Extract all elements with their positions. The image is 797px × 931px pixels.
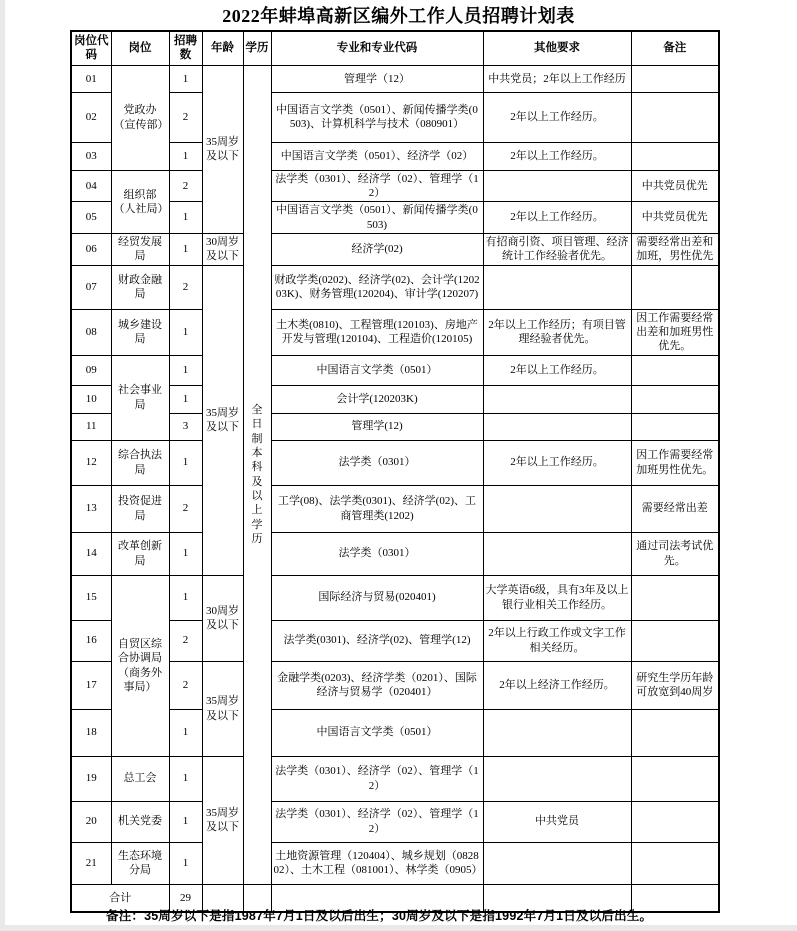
cell-org: 经贸发展局 <box>111 233 169 265</box>
cell-req: 2年以上工作经历；有项目管理经验者优先。 <box>483 309 631 355</box>
cell-major: 土木类(0810)、工程管理(120103)、房地产开发与管理(120104)、工程造价(120105) <box>271 309 483 355</box>
table-row <box>71 440 719 485</box>
cell-code: 08 <box>71 309 111 355</box>
cell-major: 土地资源管理（120404）、城乡规划（082802）、土木工程（081001）、林学类（0905） <box>271 842 483 884</box>
page-title: 2022年蚌埠高新区编外工作人员招聘计划表 <box>222 6 575 26</box>
cell-major: 法学类（0301）、经济学（02）、管理学（12） <box>271 801 483 842</box>
cell-count: 2 <box>169 265 202 309</box>
table-header <box>71 31 719 65</box>
cell-age: 35周岁及以下 <box>202 661 243 756</box>
total-label: 合计 <box>71 884 169 912</box>
header-note: 备注 <box>631 31 719 65</box>
table-row <box>71 170 719 202</box>
cell-note <box>631 842 719 884</box>
page-edge-bottom <box>0 925 797 931</box>
cell-code: 02 <box>71 92 111 142</box>
cell-major: 工学(08)、法学类(0301)、经济学(02)、工商管理类(1202) <box>271 485 483 532</box>
cell-req: 2年以上工作经历。 <box>483 355 631 385</box>
cell-count: 1 <box>169 709 202 756</box>
cell-req <box>483 709 631 756</box>
cell-code: 19 <box>71 756 111 801</box>
cell-major: 国际经济与贸易(020401) <box>271 575 483 620</box>
cell-count: 2 <box>169 661 202 709</box>
table-row <box>71 309 719 355</box>
cell-major: 法学类(0301)、经济学(02)、管理学(12) <box>271 620 483 661</box>
cell-note <box>631 65 719 92</box>
cell-req: 中共党员 <box>483 801 631 842</box>
table-row <box>71 413 719 440</box>
cell-note: 通过司法考试优先。 <box>631 532 719 575</box>
cell-req <box>483 170 631 202</box>
cell-major: 中国语言文学类（0501）、新闻传播学类(0503) <box>271 202 483 234</box>
cell-major: 法学类（0301）、经济学（02）、管理学（12） <box>271 170 483 202</box>
cell-note <box>631 265 719 309</box>
cell-note: 因工作需要经常加班男性优先。 <box>631 440 719 485</box>
cell-req: 2年以上经济工作经历。 <box>483 661 631 709</box>
table-row <box>71 801 719 842</box>
cell-age: 30周岁及以下 <box>202 575 243 661</box>
cell-code: 20 <box>71 801 111 842</box>
cell-note: 需要经常出差和加班，男性优先 <box>631 233 719 265</box>
cell-req: 有招商引资、项目管理、经济统计工作经验者优先。 <box>483 233 631 265</box>
cell-count: 1 <box>169 842 202 884</box>
cell-major: 管理学(12) <box>271 413 483 440</box>
cell-age: 30周岁及以下 <box>202 233 243 265</box>
table-row <box>71 385 719 413</box>
cell-count: 1 <box>169 233 202 265</box>
cell-count: 1 <box>169 385 202 413</box>
cell-note: 因工作需要经常出差和加班男性优先。 <box>631 309 719 355</box>
total-count: 29 <box>169 884 202 912</box>
cell-age: 35周岁及以下 <box>202 756 243 884</box>
cell-code: 06 <box>71 233 111 265</box>
cell-note <box>631 385 719 413</box>
table-row <box>71 709 719 756</box>
cell-code: 03 <box>71 142 111 170</box>
cell-code: 10 <box>71 385 111 413</box>
header-code: 岗位代码 <box>71 31 111 65</box>
cell-org: 生态环境分局 <box>111 842 169 884</box>
cell-major: 会计学(120203K) <box>271 385 483 413</box>
cell-org: 综合执法局 <box>111 440 169 485</box>
header-count: 招聘数 <box>169 31 202 65</box>
cell-req <box>483 413 631 440</box>
header-row <box>71 31 719 65</box>
cell-count: 1 <box>169 532 202 575</box>
cell-code: 09 <box>71 355 111 385</box>
cell-major: 中国语言文学类（0501）、经济学（02） <box>271 142 483 170</box>
cell-count: 3 <box>169 413 202 440</box>
cell-edu: 全日制本科及以上学历 <box>243 65 271 884</box>
cell-code: 21 <box>71 842 111 884</box>
cell-major: 法学类（0301） <box>271 440 483 485</box>
cell-major: 金融学类(0203)、经济学类（0201）、国际经济与贸易学（020401） <box>271 661 483 709</box>
cell-count: 2 <box>169 485 202 532</box>
cell-req <box>483 532 631 575</box>
cell-org: 投资促进局 <box>111 485 169 532</box>
cell-code: 04 <box>71 170 111 202</box>
cell-note <box>631 801 719 842</box>
cell-count: 2 <box>169 92 202 142</box>
cell-code: 12 <box>71 440 111 485</box>
cell-note <box>631 620 719 661</box>
cell-org: 自贸区综合协调局（商务外事局） <box>111 575 169 756</box>
table-row <box>71 661 719 709</box>
cell-note: 需要经常出差 <box>631 485 719 532</box>
cell-req: 大学英语6级，具有3年及以上银行业相关工作经历。 <box>483 575 631 620</box>
cell-note <box>631 709 719 756</box>
cell-req: 2年以上工作经历。 <box>483 440 631 485</box>
cell-major: 中国语言文学类（0501） <box>271 709 483 756</box>
cell-code: 18 <box>71 709 111 756</box>
table-row <box>71 485 719 532</box>
cell-major: 法学类（0301）、经济学（02）、管理学（12） <box>271 756 483 801</box>
cell-org: 社会事业局 <box>111 355 169 440</box>
table-row <box>71 142 719 170</box>
cell-age: 35周岁及以下 <box>202 265 243 575</box>
footnote: 备注：35周岁以下是指1987年7月1日及以后出生；30周岁及以下是指1992年7月1日及以后出生。 <box>106 909 653 923</box>
cell-req: 中共党员；2年以上工作经历 <box>483 65 631 92</box>
cell-code: 11 <box>71 413 111 440</box>
cell-count: 1 <box>169 65 202 92</box>
recruitment-table <box>70 30 720 913</box>
header-major: 专业和专业代码 <box>271 31 483 65</box>
cell-note <box>631 92 719 142</box>
header-req: 其他要求 <box>483 31 631 65</box>
cell-org: 财政金融局 <box>111 265 169 309</box>
cell-code: 07 <box>71 265 111 309</box>
cell-req: 2年以上工作经历。 <box>483 92 631 142</box>
cell-code: 16 <box>71 620 111 661</box>
cell-code: 15 <box>71 575 111 620</box>
cell-req: 2年以上工作经历。 <box>483 142 631 170</box>
cell-req <box>483 756 631 801</box>
cell-count: 1 <box>169 575 202 620</box>
cell-note <box>631 142 719 170</box>
cell-req <box>483 385 631 413</box>
cell-req <box>483 842 631 884</box>
cell-note: 研究生学历年龄可放宽到40周岁 <box>631 661 719 709</box>
cell-note <box>631 355 719 385</box>
cell-org: 组织部（人社局） <box>111 170 169 233</box>
cell-org: 机关党委 <box>111 801 169 842</box>
cell-count: 1 <box>169 355 202 385</box>
cell-note: 中共党员优先 <box>631 170 719 202</box>
table-row <box>71 265 719 309</box>
cell-req <box>483 265 631 309</box>
page-edge-left <box>0 0 5 931</box>
cell-org: 改革创新局 <box>111 532 169 575</box>
cell-major: 法学类（0301） <box>271 532 483 575</box>
header-age: 年龄 <box>202 31 243 65</box>
cell-major: 财政学类(0202)、经济学(02)、会计学(120203K)、财务管理(120204)、审计学(120207) <box>271 265 483 309</box>
cell-age: 35周岁及以下 <box>202 65 243 233</box>
table-row <box>71 842 719 884</box>
cell-req: 2年以上工作经历。 <box>483 202 631 234</box>
table-row <box>71 65 719 92</box>
header-edu: 学历 <box>243 31 271 65</box>
cell-org: 总工会 <box>111 756 169 801</box>
cell-major: 管理学（12） <box>271 65 483 92</box>
cell-code: 14 <box>71 532 111 575</box>
cell-count: 1 <box>169 756 202 801</box>
cell-count: 2 <box>169 170 202 202</box>
cell-req <box>483 485 631 532</box>
cell-note <box>631 756 719 801</box>
cell-code: 01 <box>71 65 111 92</box>
table-row <box>71 355 719 385</box>
table-row <box>71 532 719 575</box>
table-body <box>71 65 719 884</box>
table-row <box>71 233 719 265</box>
cell-count: 1 <box>169 142 202 170</box>
header-org: 岗位 <box>111 31 169 65</box>
cell-code: 05 <box>71 202 111 234</box>
table-row <box>71 756 719 801</box>
table-row <box>71 620 719 661</box>
cell-req: 2年以上行政工作或文字工作相关经历。 <box>483 620 631 661</box>
cell-code: 13 <box>71 485 111 532</box>
cell-count: 2 <box>169 620 202 661</box>
cell-org: 城乡建设局 <box>111 309 169 355</box>
cell-count: 1 <box>169 309 202 355</box>
cell-code: 17 <box>71 661 111 709</box>
cell-major: 经济学(02) <box>271 233 483 265</box>
table-row <box>71 575 719 620</box>
cell-note <box>631 575 719 620</box>
cell-count: 1 <box>169 202 202 234</box>
cell-major: 中国语言文学类（0501）、新闻传播学类(0503)、计算机科学与技术（080901） <box>271 92 483 142</box>
cell-count: 1 <box>169 440 202 485</box>
cell-count: 1 <box>169 801 202 842</box>
cell-org: 党政办（宣传部） <box>111 65 169 170</box>
cell-note <box>631 413 719 440</box>
cell-major: 中国语言文学类（0501） <box>271 355 483 385</box>
cell-note: 中共党员优先 <box>631 202 719 234</box>
